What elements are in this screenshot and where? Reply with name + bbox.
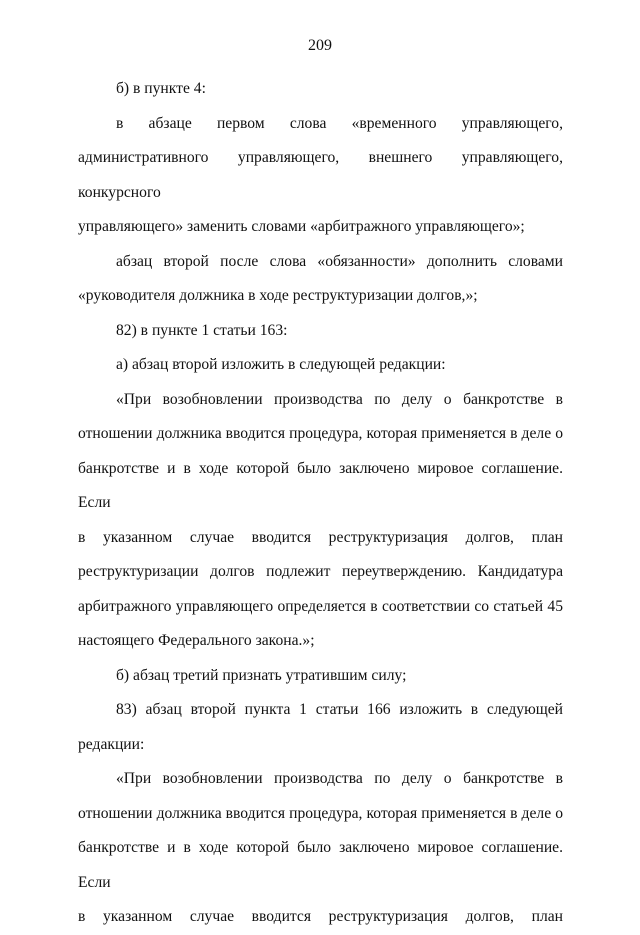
paragraph: [78, 693, 563, 762]
page-number: 209: [308, 37, 332, 54]
text-line: арбитражного управляющего определяется в соответствии со статьей 45: [78, 597, 563, 615]
text-line: настоящего Федерального закона.»;: [78, 632, 315, 649]
document-body: [78, 72, 563, 935]
text-line: в указанном случае вводится реструктуризация долгов, план: [78, 528, 563, 546]
text-line: «При возобновлении производства по делу о банкротстве в: [116, 390, 563, 408]
text-line: 83) абзац второй пункта 1 статьи 166 изложить в следующей: [116, 701, 563, 718]
text-line: банкротстве и в ходе которой было заключено мировое соглашение. Если: [78, 459, 563, 511]
text-line: б) абзац третий признать утратившим силу;: [116, 666, 407, 684]
text-line: банкротстве и в ходе которой было заключено мировое соглашение. Если: [78, 839, 563, 891]
paragraph: [78, 107, 563, 245]
text-line: в абзаце первом слова «временного управляющего,: [116, 114, 563, 132]
text-line: а) абзац второй изложить в следующей редакции:: [116, 356, 446, 373]
paragraph: [78, 383, 563, 659]
paragraph: [78, 314, 563, 349]
text-line: «При возобновлении производства по делу о банкротстве в: [116, 770, 563, 787]
text-line: 82) в пункте 1 статьи 163:: [116, 321, 288, 339]
paragraph: [78, 72, 563, 107]
paragraph: [78, 659, 563, 694]
text-line: абзац второй после слова «обязанности» дополнить словами: [116, 252, 563, 270]
text-line: б) в пункте 4:: [116, 80, 206, 97]
text-line: реструктуризации долгов подлежит переутверждению. Кандидатура: [78, 563, 563, 580]
text-line: отношении должника вводится процедура, которая применяется в деле о: [78, 804, 563, 822]
paragraph: [78, 245, 563, 314]
text-line: административного управляющего, внешнего управляющего, конкурсного: [78, 149, 563, 201]
paragraph: [78, 348, 563, 383]
text-line: управляющего» заменить словами «арбитражного управляющего»;: [78, 218, 525, 235]
text-line: редакции:: [78, 735, 145, 753]
text-line: в указанном случае вводится реструктуризация долгов, план: [78, 908, 563, 925]
text-line: «руководителя должника в ходе реструктуризации долгов,»;: [78, 287, 478, 304]
text-line: отношении должника вводится процедура, которая применяется в деле о: [78, 425, 563, 442]
paragraph: [78, 762, 563, 935]
